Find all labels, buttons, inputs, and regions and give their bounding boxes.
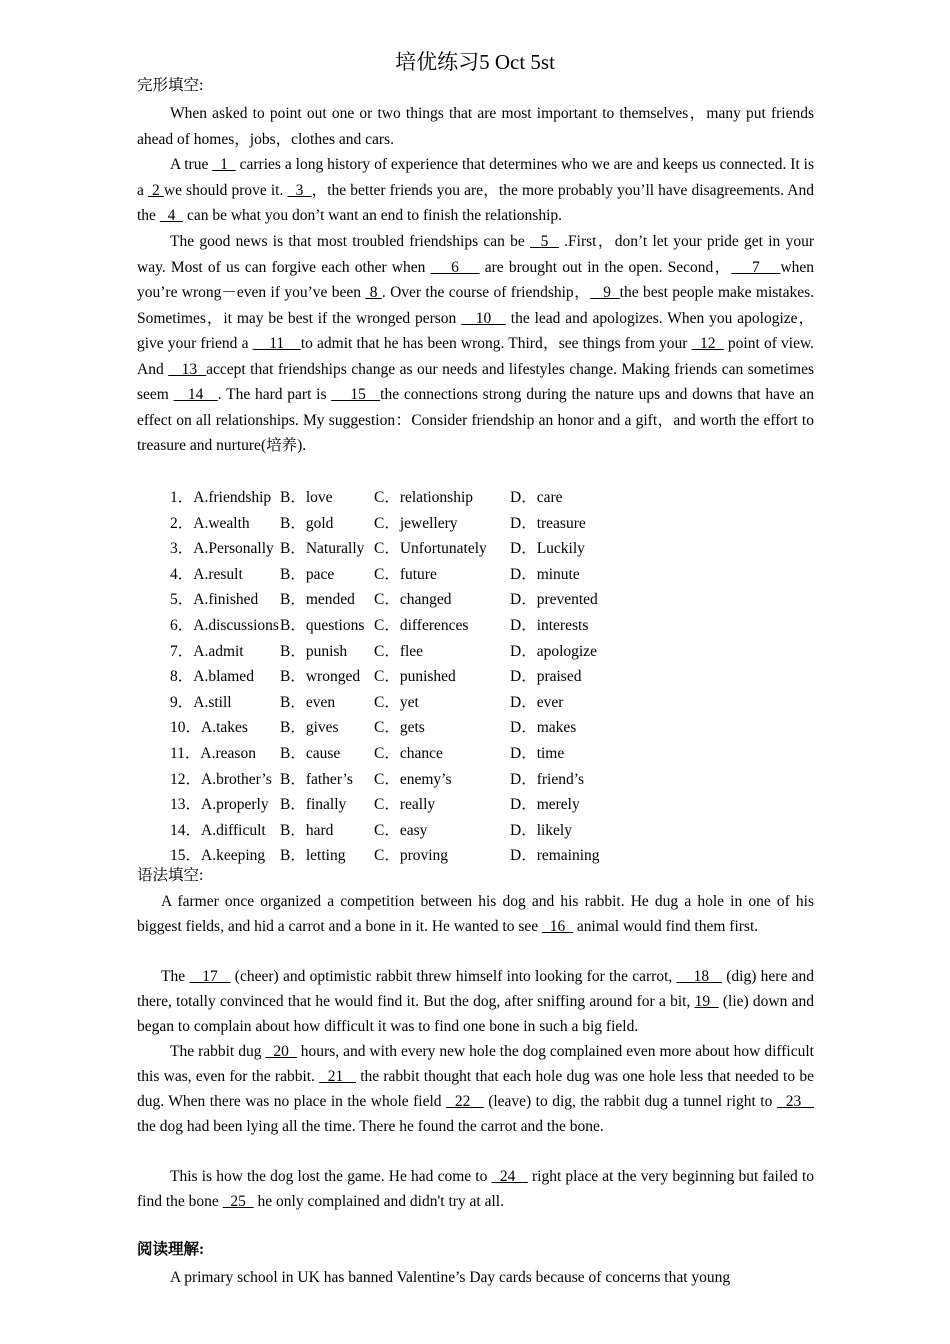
option-choice[interactable]: 10．A.takes xyxy=(170,719,248,737)
option-choice[interactable]: B．pace xyxy=(280,565,335,583)
option-choice[interactable]: D．treasure xyxy=(510,514,586,532)
grammar-heading: 语法填空: xyxy=(137,867,204,884)
option-choice[interactable]: 7．A.admit xyxy=(170,642,244,660)
option-choice[interactable]: D．time xyxy=(510,744,565,762)
grammar-paragraph-3 xyxy=(137,1039,814,1139)
option-choice[interactable]: B．gives xyxy=(280,719,339,737)
passage-text: This is how the dog lost the game. He had come to xyxy=(170,1168,492,1185)
option-choice[interactable]: C．future xyxy=(374,565,437,583)
passage-text: The xyxy=(161,968,190,985)
option-choice[interactable]: C．differences xyxy=(374,616,469,634)
answer-blank[interactable]: 13 xyxy=(168,360,207,378)
answer-blank[interactable]: 5 xyxy=(530,233,559,250)
passage-text: the best people make mistakes. Sometimes，it may be best if the wronged person xyxy=(137,284,815,327)
reading-heading: 阅读理解: xyxy=(137,1241,205,1258)
option-row xyxy=(170,767,600,793)
answer-blank[interactable]: 20 xyxy=(265,1043,297,1060)
option-choice[interactable]: B．finally xyxy=(280,796,347,814)
option-choice[interactable]: B．mended xyxy=(280,591,355,609)
passage-text: can be what you don’t want an end to finish the relationship. xyxy=(183,207,563,224)
cloze-paragraph-2 xyxy=(137,229,814,459)
option-choice[interactable]: B．questions xyxy=(280,616,365,634)
answer-blank[interactable]: 25 xyxy=(222,1193,254,1210)
passage-text: (cheer) and optimistic rabbit threw himself into looking for the carrot, xyxy=(230,968,677,985)
option-choice[interactable]: B．letting xyxy=(280,847,346,865)
option-choice[interactable]: B．gold xyxy=(280,514,334,532)
answer-blank[interactable]: 24 xyxy=(491,1168,528,1185)
option-choice[interactable]: 6．A.discussions xyxy=(170,616,279,634)
option-row xyxy=(170,664,600,690)
option-row xyxy=(170,485,600,511)
grammar-paragraph-4 xyxy=(137,1164,814,1214)
answer-blank[interactable]: 22 xyxy=(445,1093,484,1110)
option-choice[interactable]: C．chance xyxy=(374,744,443,762)
answer-blank[interactable]: 2 xyxy=(147,181,164,199)
option-choice[interactable]: B．wronged xyxy=(280,668,361,686)
option-choice[interactable]: D．likely xyxy=(510,821,572,839)
passage-text: A true xyxy=(170,156,213,173)
option-choice[interactable]: B．even xyxy=(280,693,336,711)
cloze-heading: 完形填空: xyxy=(137,77,204,94)
answer-blank[interactable]: 4 xyxy=(159,207,184,224)
option-choice[interactable]: 8．A.blamed xyxy=(170,668,254,686)
option-choice[interactable]: B．Naturally xyxy=(280,540,365,558)
option-choice[interactable]: C．enemy’s xyxy=(374,770,452,788)
option-choice[interactable]: B．love xyxy=(280,489,333,506)
grammar-paragraph-2 xyxy=(137,964,814,1039)
option-choice[interactable]: 3．A.Personally xyxy=(170,540,274,558)
option-choice[interactable]: 5．A.finished xyxy=(170,591,259,609)
option-row xyxy=(170,562,600,588)
option-choice[interactable]: B．hard xyxy=(280,821,334,839)
passage-text: the rabbit thought that each hole dug was one hole less that needed to be dug. When there was no place in the whole field xyxy=(137,1068,814,1110)
option-choice[interactable]: C．jewellery xyxy=(374,514,458,532)
option-choice[interactable]: B．punish xyxy=(280,642,348,660)
passage-text: to admit that he has been wrong. Third，see things from your xyxy=(300,335,692,352)
option-row xyxy=(170,587,600,613)
passage-text: we should prove it. xyxy=(163,181,288,199)
passage-text: the lead and apologizes. When you apologize，give your friend a xyxy=(137,309,815,352)
option-row xyxy=(170,741,600,767)
option-row xyxy=(170,690,600,716)
option-choice[interactable]: C．punished xyxy=(374,668,456,686)
passage-text: animal would find them first. xyxy=(573,918,759,935)
passage-text: (lie) down and began to complain about how difficult it was to find one bone in such a big field. xyxy=(137,993,815,1035)
passage-text: the dog had been lying all the time. There he found the carrot and the bone. xyxy=(137,1118,604,1135)
cloze-intro: When asked to point out one or two things that are most important to themselves，many put friends ahead of homes，jobs，clothes and cars. xyxy=(137,105,814,148)
passage-text: The rabbit dug xyxy=(170,1043,266,1060)
option-choice[interactable]: D．friend’s xyxy=(510,770,585,788)
answer-blank[interactable]: 23 xyxy=(776,1093,815,1110)
option-choice[interactable]: C．Unfortunately xyxy=(374,540,487,558)
cloze-options xyxy=(170,485,600,869)
answer-blank[interactable]: 16 xyxy=(542,918,574,935)
answer-blank[interactable]: 14 xyxy=(173,386,218,403)
option-choice[interactable]: C．easy xyxy=(374,821,428,839)
answer-blank[interactable]: 19 xyxy=(694,993,719,1010)
page-title: 培优练习5 Oct 5st xyxy=(395,50,555,74)
answer-blank[interactable]: 10 xyxy=(461,309,506,327)
option-choice[interactable]: C．flee xyxy=(374,642,424,660)
option-choice[interactable]: 12．A.brother’s xyxy=(170,770,272,788)
option-choice[interactable]: D．prevented xyxy=(510,591,598,609)
passage-text: are brought out in the open. Second， xyxy=(479,258,732,276)
option-choice[interactable]: D．ever xyxy=(510,693,564,711)
passage-text: (leave) to dig, the rabbit dug a tunnel right to xyxy=(483,1093,777,1110)
passage-text: .First，don’t let your pride get in your way. Most of us can forgive each other when xyxy=(137,233,814,276)
option-choice[interactable]: C．yet xyxy=(374,693,419,711)
answer-blank[interactable]: 3 xyxy=(287,181,312,199)
answer-blank[interactable]: 1 xyxy=(212,156,236,173)
option-choice[interactable]: C．proving xyxy=(374,847,449,865)
option-choice[interactable]: 13．A.properly xyxy=(170,796,269,814)
answer-blank[interactable]: 21 xyxy=(319,1068,356,1085)
option-row xyxy=(170,715,600,741)
option-choice[interactable]: D．Luckily xyxy=(510,540,585,558)
option-choice[interactable]: C．really xyxy=(374,796,436,814)
answer-blank[interactable]: 15 xyxy=(331,386,381,403)
passage-text: The good news is that most troubled friendships can be xyxy=(170,233,531,250)
option-row xyxy=(170,792,600,818)
option-row xyxy=(170,511,600,537)
passage-text: . The hard part is xyxy=(217,386,332,403)
option-choice[interactable]: 15．A.keeping xyxy=(170,847,266,865)
option-row xyxy=(170,639,600,665)
passage-text: when you’re wrong－even if you’ve been xyxy=(137,258,815,301)
grammar-paragraph-1 xyxy=(137,889,814,939)
passage-text: carries a long history of experience that determines who we are and keeps us connected. It is a xyxy=(137,156,815,199)
option-choice[interactable]: C．changed xyxy=(374,591,452,609)
option-row xyxy=(170,818,600,844)
answer-blank[interactable]: 7 xyxy=(731,258,781,276)
answer-blank[interactable]: 18 xyxy=(676,968,722,985)
option-choice[interactable]: 4．A.result xyxy=(170,565,243,583)
reading-paragraph-1: A primary school in UK has banned Valentine’s Day cards because of concerns that young xyxy=(170,1269,731,1286)
option-choice[interactable]: 1．A.friendship xyxy=(170,489,272,506)
passage-text: he only complained and didn't try at all. xyxy=(253,1193,504,1210)
option-choice[interactable]: 14．A.difficult xyxy=(170,821,266,839)
passage-text: the connections strong during the nature ups and downs that have an effect on all relationships. My suggestion：Consider friendship an honor and a gift，and worth the effort to treasure and nurture(培养). xyxy=(137,386,815,454)
answer-blank[interactable]: 17 xyxy=(189,968,231,985)
passage-text: hours, and with every new hole the dog complained even more about how difficult this was, even for the rabbit. xyxy=(137,1043,814,1085)
answer-blank[interactable]: 6 xyxy=(430,258,480,276)
option-choice[interactable]: 9．A.still xyxy=(170,693,232,711)
option-choice[interactable]: D．care xyxy=(510,489,563,506)
answer-blank[interactable]: 9 xyxy=(590,284,620,301)
option-choice[interactable]: D．makes xyxy=(510,719,577,737)
passage-text: A farmer once organized a competition between his dog and his rabbit. He dug a hole in one of his biggest fields, and hid a carrot and a bone in it. He wanted to see xyxy=(137,893,814,935)
option-choice[interactable]: D．merely xyxy=(510,796,580,814)
option-choice[interactable]: C．gets xyxy=(374,719,425,737)
answer-blank[interactable]: 8 xyxy=(365,284,382,301)
passage-text: right place at the very beginning but failed to find the bone xyxy=(137,1168,815,1210)
option-choice[interactable]: D．apologize xyxy=(510,642,597,660)
option-choice[interactable]: D．remaining xyxy=(510,847,600,865)
option-choice[interactable]: D．interests xyxy=(510,616,589,634)
option-row xyxy=(170,536,600,562)
passage-text: (dig) here and there, totally convinced that he would find it. But the dog, after sniffing around for a bit, xyxy=(137,968,814,1010)
option-choice[interactable]: B．father’s xyxy=(280,770,353,788)
answer-blank[interactable]: 11 xyxy=(252,335,301,352)
option-choice[interactable]: B．cause xyxy=(280,744,341,762)
passage-text: point of view. And xyxy=(137,335,815,378)
passage-text: ，the better friends you are，the more probably you’ll have disagreements. And the xyxy=(137,181,814,224)
option-choice[interactable]: D．minute xyxy=(510,565,580,583)
option-choice[interactable]: 11．A.reason xyxy=(170,744,256,762)
passage-text: . Over the course of friendship， xyxy=(381,284,591,301)
option-choice[interactable]: 2．A.wealth xyxy=(170,514,250,532)
answer-blank[interactable]: 12 xyxy=(691,335,724,352)
option-choice[interactable]: D．praised xyxy=(510,668,582,686)
passage-text: accept that friendships change as our needs and lifestyles change. Making friends can sometimes seem xyxy=(137,360,815,403)
option-row xyxy=(170,843,600,869)
option-choice[interactable]: C．relationship xyxy=(374,489,474,506)
option-row xyxy=(170,613,600,639)
cloze-paragraph-1 xyxy=(137,152,814,229)
